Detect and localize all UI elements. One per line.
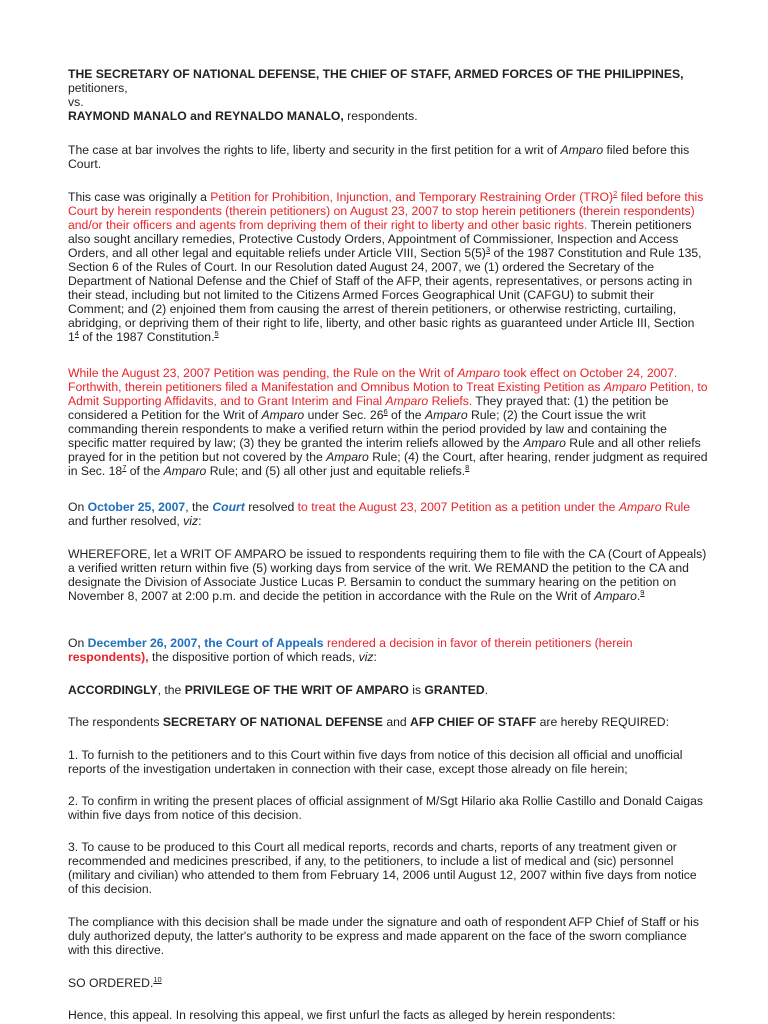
paragraph-compliance: The compliance with this decision shall be made under the signature and oath of respondent AFP Chief of Staff or his duly authorized deputy, the latter's authority to be express and made apparent on the face of the sworn compliance with this directive. — [68, 915, 699, 957]
text: Therein petitioners also sought ancillary remedies, Protective Custody Orders, Appointment of Commissioner, Inspection and Access Orders, and all other legal and equitable reliefs under Article VIII, Section 5(5) — [68, 218, 692, 260]
highlight-text: Amparo — [457, 366, 501, 380]
highlight-text: Amparo — [385, 394, 429, 408]
paragraph-pending-petition — [68, 366, 708, 478]
text-italic: Amparo — [560, 143, 604, 157]
text: filed before this Court. — [68, 143, 690, 171]
highlight-text: respondents), — [68, 650, 149, 664]
text: Rule; (2) the Court issue the writ commanding therein respondents to make a verified return within the period provided by law and containing the specific matter required by law; (3) they be granted the interim reliefs allowed by the — [68, 408, 667, 450]
text: are hereby REQUIRED: — [536, 715, 669, 729]
text-italic: Amparo — [163, 464, 207, 478]
text: On — [68, 636, 88, 650]
paragraph-so-ordered — [68, 976, 708, 990]
text-italic: Amparo — [261, 408, 305, 422]
text: They prayed that: (1) the petition be considered a Petition for the Writ of — [68, 394, 669, 422]
footnote-link[interactable]: 5 — [214, 328, 219, 338]
text: Rule; and (5) all other just and equitable reliefs. — [206, 464, 466, 478]
text-italic: Amparo — [594, 589, 637, 603]
text-bold: AFP CHIEF OF STAFF — [410, 715, 537, 729]
text: : — [198, 514, 202, 528]
text: of the — [387, 408, 425, 422]
highlight-text: Reliefs. — [428, 394, 473, 408]
text-italic: viz — [183, 514, 199, 528]
order-item-3: 3. To cause to be produced to this Court all medical reports, records and charts, reports of any treatment given or recommended and medicines prescribed, if any, to the petitioners, to include a list of medical and (sic) personnel (military and civilian) who attended to them from February 14, 2006 until August 12, 2007 within five days from notice of this decision. — [68, 840, 697, 896]
highlight-text: Amparo — [603, 380, 647, 394]
text-italic: Amparo — [326, 450, 369, 464]
caption-respondents: RAYMOND MANALO and REYNALDO MANALO, — [68, 109, 344, 123]
paragraph-origin — [68, 190, 708, 344]
text: of the 1987 Constitution. — [78, 330, 215, 344]
footnote-link[interactable]: 7 — [122, 462, 127, 472]
text: Rule; (4) the Court, after hearing, render judgment as required in Sec. 18 — [68, 450, 708, 478]
footnote-link[interactable]: 9 — [640, 587, 645, 597]
paragraph-intro — [68, 143, 708, 171]
footnote-link[interactable]: 3 — [486, 244, 491, 254]
paragraph-october-resolution — [68, 500, 708, 528]
text: of the 1987 Constitution and Rule 135, Section 6 of the Rules of Court. In our Resolution dated August 24, 2007, we (1) ordered the Secretary of the Department of National Defense and the Chief of Staff of the AFP, their agents, representatives, or persons acting in their stead, including but not limited to the Citizens Armed Forces Geographical Unit (CAFGU) to submit their Comment; and (2) enjoined them from causing the arrest of therein petitioners, or otherwise restricting, curtailing, abridging, or depriving them of their right to life, liberty, and other basic rights as guaranteed under Article III, Section 1 — [68, 246, 702, 344]
highlight-text: to treat the August 23, 2007 Petition as a petition under the — [297, 500, 619, 514]
text: WHEREFORE, let a WRIT OF AMPARO be issued to respondents requiring them to file with the CA (Court of Appeals) a verified written return within five (5) working days from service of the writ. We REMAND the petition to the CA and designate the Division of Associate Justice Lucas P. Bersamin to conduct the summary hearing on the petition on November 8, 2007 at 2:00 p.m. and decide the petition in accordance with the Rule on the Writ of — [68, 547, 707, 603]
highlight-text: Amparo — [618, 500, 662, 514]
text: This case was originally a — [68, 190, 211, 204]
caption-petitioners-role: petitioners, — [68, 81, 128, 95]
text: . — [484, 683, 489, 697]
paragraph-respondents-required — [68, 715, 708, 729]
text-bold: ACCORDINGLY — [68, 683, 158, 697]
date-highlight: October 25, 2007 — [87, 500, 186, 514]
text: : — [373, 650, 377, 664]
highlight-text: rendered a decision in favor of therein petitioners (herein — [323, 636, 633, 650]
text: resolved — [244, 500, 298, 514]
text: SO ORDERED. — [68, 976, 154, 990]
text: The respondents — [68, 715, 163, 729]
text-bold: GRANTED — [424, 683, 485, 697]
text: , the — [185, 500, 213, 514]
highlight-text: Petition for Prohibition, Injunction, and Temporary Restraining Order (TRO) — [210, 190, 614, 204]
text: under Sec. 26 — [304, 408, 384, 422]
footnote-link[interactable]: 6 — [383, 406, 388, 416]
text-bold: PRIVILEGE OF THE WRIT OF AMPARO — [184, 683, 409, 697]
text: . — [636, 589, 641, 603]
footnote-link[interactable]: 8 — [465, 462, 470, 472]
court-highlight: Court — [212, 500, 245, 514]
paragraph-ca-decision — [68, 636, 708, 664]
text: and further resolved, — [68, 514, 184, 528]
highlight-text: Rule — [661, 500, 690, 514]
text-bold: SECRETARY OF NATIONAL DEFENSE — [162, 715, 383, 729]
date-highlight: December 26, 2007, the Court of Appeals — [87, 636, 324, 650]
text-italic: viz — [358, 650, 374, 664]
footnote-link[interactable]: 10 — [153, 974, 162, 984]
text-italic: Amparo — [424, 408, 468, 422]
paragraph-wherefore — [68, 547, 708, 603]
paragraph-accordingly — [68, 683, 708, 697]
text: On — [68, 500, 88, 514]
footnote-link[interactable]: 4 — [74, 328, 79, 338]
text: and — [382, 715, 411, 729]
text: , the — [157, 683, 185, 697]
text: of the — [126, 464, 164, 478]
order-item-1: 1. To furnish to the petitioners and to this Court within five days from notice of this decision all official and unofficial reports of the investigation undertaken in connection with their case, except those already on file herein; — [68, 748, 683, 776]
caption-petitioners: THE SECRETARY OF NATIONAL DEFENSE, THE CHIEF OF STAFF, ARMED FORCES OF THE PHILIPPINES, — [68, 67, 684, 81]
paragraph-appeal: Hence, this appeal. In resolving this appeal, we first unfurl the facts as alleged by herein respondents: — [68, 1008, 616, 1022]
highlight-text: Petition, to Admit Supporting Affidavits, and to Grant Interim and Final — [68, 380, 708, 408]
text-italic: Amparo — [523, 436, 566, 450]
caption-respondents-role: respondents. — [343, 109, 418, 123]
footnote-link[interactable]: 2 — [613, 188, 618, 198]
order-item-2: 2. To confirm in writing the present places of official assignment of M/Sgt Hilario aka Rollie Castillo and Donald Caigas within five days from notice of this decision. — [68, 794, 703, 822]
text: Rule and all other reliefs prayed for in the petition but not covered by the — [68, 436, 701, 464]
highlight-text: filed before this Court by herein respondents (therein petitioners) on August 23, 2007 to stop herein petitioners (therein respondents) and/or their officers and agents from depriving them of their right to liberty and other basic rights. — [68, 190, 704, 232]
caption-vs: vs. — [68, 95, 84, 109]
case-caption — [68, 67, 708, 123]
text: the dispositive portion of which reads, — [148, 650, 359, 664]
highlight-text: While the August 23, 2007 Petition was pending, the Rule on the Writ of — [68, 366, 458, 380]
text: is — [408, 683, 425, 697]
highlight-text: took effect on October 24, 2007. Forthwith, therein petitioners filed a Manifestation and Omnibus Motion to Treat Existing Petition as — [68, 366, 678, 394]
text: The case at bar involves the rights to life, liberty and security in the first petition for a writ of — [68, 143, 561, 157]
